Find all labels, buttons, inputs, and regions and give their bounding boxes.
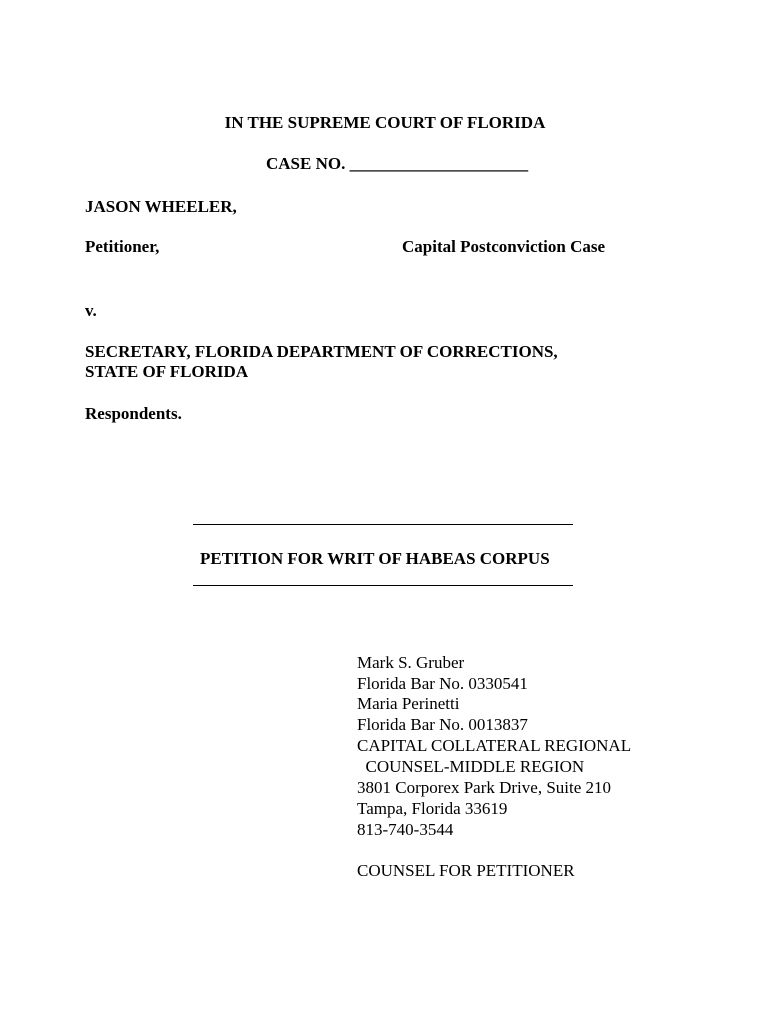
counsel-line: Tampa, Florida 33619 [357,799,508,818]
counsel-line: Mark S. Gruber [357,653,465,672]
petitioner-name: JASON WHEELER, [85,197,237,216]
counsel-line: COUNSEL-MIDDLE REGION [357,757,585,776]
court-heading: IN THE SUPREME COURT OF FLORIDA [224,113,546,132]
title-rule-top [193,524,573,525]
counsel-line: Maria Perinetti [357,694,460,713]
counsel-line: 3801 Corporex Park Drive, Suite 210 [357,778,612,797]
versus: v. [85,301,97,320]
counsel-footer: COUNSEL FOR PETITIONER [357,861,575,880]
petitioner-role: Petitioner, [85,237,160,256]
counsel-line: Florida Bar No. 0013837 [357,715,528,734]
respondent-line-1: SECRETARY, FLORIDA DEPARTMENT OF CORRECTIONS, [85,342,558,361]
respondent-line-2: STATE OF FLORIDA [85,362,249,381]
case-type: Capital Postconviction Case [402,237,606,256]
document-title: PETITION FOR WRIT OF HABEAS CORPUS [200,549,550,568]
title-rule-bottom [193,585,573,586]
counsel-line: 813-740-3544 [357,820,454,839]
counsel-line: Florida Bar No. 0330541 [357,674,528,693]
counsel-line: CAPITAL COLLATERAL REGIONAL [357,736,632,755]
respondent-role: Respondents. [85,404,182,423]
case-number: CASE NO. _____________________ [266,154,529,173]
